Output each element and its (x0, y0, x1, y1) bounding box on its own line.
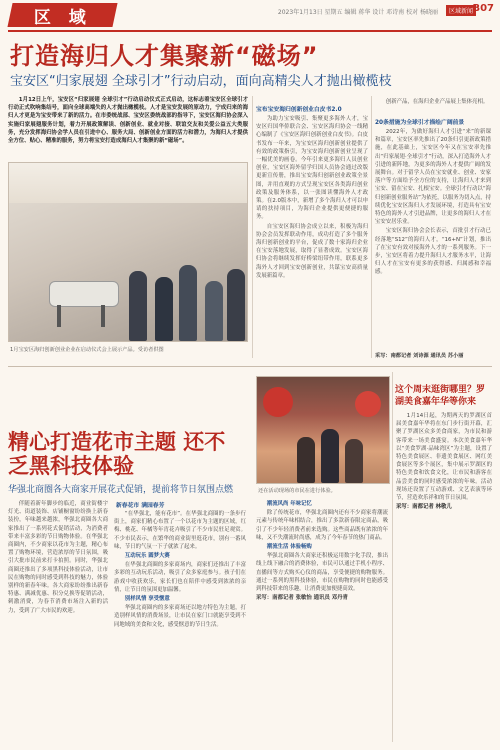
section-tag-label: 区 域 (33, 7, 92, 28)
story2-col2-paragraph-3: 华强北商圈内的多家商场还以地方特色为主题，打造别样风情的消费场景，让市民在家门口就能享受到不同地域的美食和文化，感受惬意的节日生活。 (114, 605, 246, 628)
person-figure (129, 271, 147, 341)
story2-col2-paragraph-2: 在华强北商圈的多家商场内，商家们还推出了丰富多彩的互动玩乐活动，吸引了众多家庭参与。孩子们在游戏中收获欢乐，家长们也在陪伴中感受到浓浓的亲情，让节日的氛围更加温馨。 (114, 562, 246, 593)
page-header (0, 0, 500, 30)
robot-leg (57, 305, 61, 327)
story2-col2-subhead-3: 别样风情 享受惬意 (124, 596, 170, 603)
date-badge: 区域新闻 (446, 5, 476, 16)
section-tag (7, 3, 117, 27)
lantern (263, 387, 293, 417)
person-figure (155, 277, 173, 341)
story1-headline: 打造海归人才集聚新“磁场” (10, 42, 319, 70)
story2-photo (256, 376, 390, 484)
story1-col3 (375, 128, 491, 350)
story2-col3-subhead-2: 潮流生活 体验畅购 (266, 544, 312, 551)
column-divider (371, 96, 372, 358)
ceiling (9, 163, 248, 203)
robot-leg (101, 305, 105, 327)
robot-dog (49, 281, 119, 307)
story1-col3-intro-text: 创新产品，在海归企业产品展上集体亮相。 (385, 99, 489, 105)
story1-subheadline: 宝安区“归家展翅 全球引才”行动启动，面向高精尖人才抛出橄榄枝 (10, 74, 392, 89)
story2-col3-paragraph-2: 华强北商圈各大商家还积极运用数字化手段，推出线上线下融合的消费体验，市民可以通过手机小程序、直播间等方式购买心仪的商品，享受便捷的购物服务。通过一系列的黑科技体验，市民在购物的同时也能感受到科技带来的乐趣，让消费更加便捷高效。 (256, 553, 388, 593)
story1-col3-paragraph: 2022年，为做好海归人才引进“来”的新课和篇章，宝安区率先推出了20条归引更新政策措施，在此基础上，宝安区今年又在宝安率先推出“归家展翅·全球引才”行动，深入打造海外人才引进的新阵地，为更多的海外人才提供广阔的发展舞台。对于留学人员在宝安就业、创业、安家落户等方面给予全方位的支持，让海归人才来到宝安、留在宝安、扎根宝安。全球引才行动以“海归创新创业服务站”为依托，以服务为切入点，持续优化宝安区海归人才发展环境，打造具有宝安特色的海外人才引进品牌，让更多的海归人才在宝安安居乐业。 (375, 129, 491, 226)
story1-col2-paragraph-b: 自宝安区海归协会成立以来，积极为海归协会会员发挥联动作用，成功打造了多个服务海归创新创业的平台，促成了数十家海归企业在宝安落地发展，取得了显著成效。宝安区海归协会将继续发挥好桥梁纽带作用，联系更多海外人才回到宝安创新创业，共谋宝安高质量发展新篇章。 (256, 223, 368, 279)
person-figure (179, 265, 197, 341)
story1-col2-paragraph: 为助力宝安吸引、集聚更多海外人才，宝安区归国华侨联合会、宝安区海归协会一线精心编制了《宝安区海归创新创业白皮书》。白皮书发布一年来，为宝安区海归创新创业提供了有效的政策指引，为宝安海归创新创业呈现了一幅优美的画卷。今年引来更多海归人员创业创业，宝安区海外留学归国人员协会通过改版更新宣传册，推出宝安海归创新创业政策全景图，并用直观的方式呈现宝安区各类海归创业政策及服务体系，以一张图读懂海外人才政策。在2.0版本中，新增了多个海归人才可以申请的扶持项目，为海归企业提供更便捷的服务。 (256, 116, 368, 221)
story3-paragraph: 1月14日起，为期两天的罗湖区首届美食嘉年华将在东门步行街开幕，汇聚了罗湖区众多美食商家，为市民和游客带来一场美食盛宴。本次美食嘉年华以“美食罗湖·品味湾区”为主题，设置了特色美食展区、非遗美食展区、网红美食展区等多个展区，集中展示罗湖区的特色美食和饮食文化，让市民和游客在品尝美食的同时感受浓浓的年味。活动现场还设置了互动游戏、文艺表演等环节，营造欢乐祥和的节日氛围。 (396, 413, 492, 502)
story2-col2 (114, 510, 246, 742)
page-number: B07 (472, 3, 494, 14)
header-rule (8, 30, 492, 32)
story1-photo-caption: 1月宝安区海归创新创业企业在启动仪式会上展示产品。受访者供图 (10, 347, 164, 353)
story2-col2-paragraph-1: “在华强北，能有花市”。在华强北商圈的一条步行街上，商家们精心布置了一个以花市为主题的区域，红梅、桃花、年橘等年宵花卉吸引了不少市民驻足观赏。不少市民表示，在繁华的商业街里逛花市，别有一番风味，节日的气氛一下子就浓了起来。 (114, 511, 246, 550)
story2-col2-subhead-2: 互动玩乐 圆梦大赛 (124, 553, 170, 560)
visitor-figure (345, 439, 363, 483)
person-figure (227, 269, 245, 341)
story2-photo-caption: 还在活动现场的市民在进行体验。 (258, 488, 336, 494)
story1-col2 (256, 115, 368, 360)
story2-col1-paragraph: 伴随着新年脚步的临近，商业街楼宇灯光、街道装饰、店铺橱窗纷纷换上新春装扮，年味越来越浓，华强北商圈各大商家推出了一系列花式促销活动，为消费者带来丰富多彩的节日购物体验。在华强北商圈内，不少商家以花市为主题，精心布置了购物环境，营造浓厚的节日氛围，吸引大批市民前来打卡拍照。同时，华强北商圈还推出了多项黑科技体验活动，让市民在购物的同时感受到科技的魅力，体验别样的新春年味。各大商家纷纷推出新春特惠、满减优惠、积分兑换等促销活动，刺激消费，为春节消费市场注入新的活力，受到了广大市民的欢迎。 (8, 501, 108, 614)
story2-col3 (256, 500, 388, 742)
story2-col2-subhead-1: 新春花市 满园春芳 (116, 503, 165, 509)
column-divider (252, 96, 253, 358)
section-divider (8, 366, 492, 367)
person-figure (205, 281, 223, 341)
story2-col3-subhead-1: 潮流风尚 年味记忆 (266, 501, 312, 507)
column-divider (392, 372, 393, 742)
story1-col3-intro (375, 98, 491, 116)
story2-col1 (8, 500, 108, 742)
visitor-figure (297, 437, 315, 483)
story3-body (396, 412, 492, 732)
story2-subheadline: 华强北商圈各大商家开展花式促销，提前将节日氛围点燃 (8, 485, 234, 495)
story2-credit: 采写：南都记者 张敏怡 通讯员 邓丹青 (256, 595, 348, 602)
lantern (355, 391, 381, 417)
story1-lead (8, 96, 248, 158)
story1-photo (8, 162, 248, 342)
story1-col3-paragraph-b: 宝安区海归协会会长表示，首批引才行动已经落地“S12”的海归人才，“16+N”计划，推出了在宝安有效对接海外人才的一系列服务。下一步，宝安区将着力提升海归人才服务水平，让海归人才在宝安有更多的获得感、归属感和幸福感。 (375, 228, 491, 276)
visitor-figure (321, 429, 339, 483)
story3-headline: 这个周末逛街哪里？罗湖美食嘉年华等你来 (395, 385, 486, 407)
story1-credit: 采写：南都记者 刘诗源 通讯员 苏小丽 (375, 353, 464, 359)
story1-col2-subhead: 宝布宝安海归创新创业白皮书2.0 (256, 107, 342, 113)
story1-col3-subhead: 20条措施为全球引才描绘广阔前景 (375, 120, 465, 126)
dateline: 2023年1月13日 星期五 编辑 蒋华 设计 邓诗南 校对 杨晓丽 (277, 9, 438, 16)
story2-col3-paragraph-1: 除了传统花市，华强北商圈内还有不少商家将潮流元素与传统年味相结合，推出了多款新春限定商品，吸引了不少年轻消费者前来选购。这些商品既有浓浓的年味，又不失潮流时尚感，成为了今年春节的热门商品。 (256, 510, 388, 541)
story3-credit: 采写：南都记者 林敬儿 (396, 504, 452, 511)
story1-lead-text: 1月12日上午，宝安区“归家展翅 全球引才”行动启动仪式正式启动，这标志着宝安区全球引才行动正式吹响集结号，面向全球高端失的人才抛出橄榄枝。人才是宝安发展的原动力，宁成归来的海归人才更是为宝安带来了新的活力。在市委统战部、宝安区委统战部的指导下，宝安区海归协会深入实施归家展翅服务计划，着力开展政策解读、创新创业、就业对接、联谊交友和关爱公益五大类服务，充分发挥海归协会学人员在引进中心、服务大局、创新创业方面的活力和潜力，为海归人才提供全方位、贴心、精准的服务，努力将宝安打造成海归人才集聚的新“磁场”。 (8, 97, 248, 145)
story2-headline: 精心打造花市主题 还不乏黑科技体验 (8, 430, 226, 478)
